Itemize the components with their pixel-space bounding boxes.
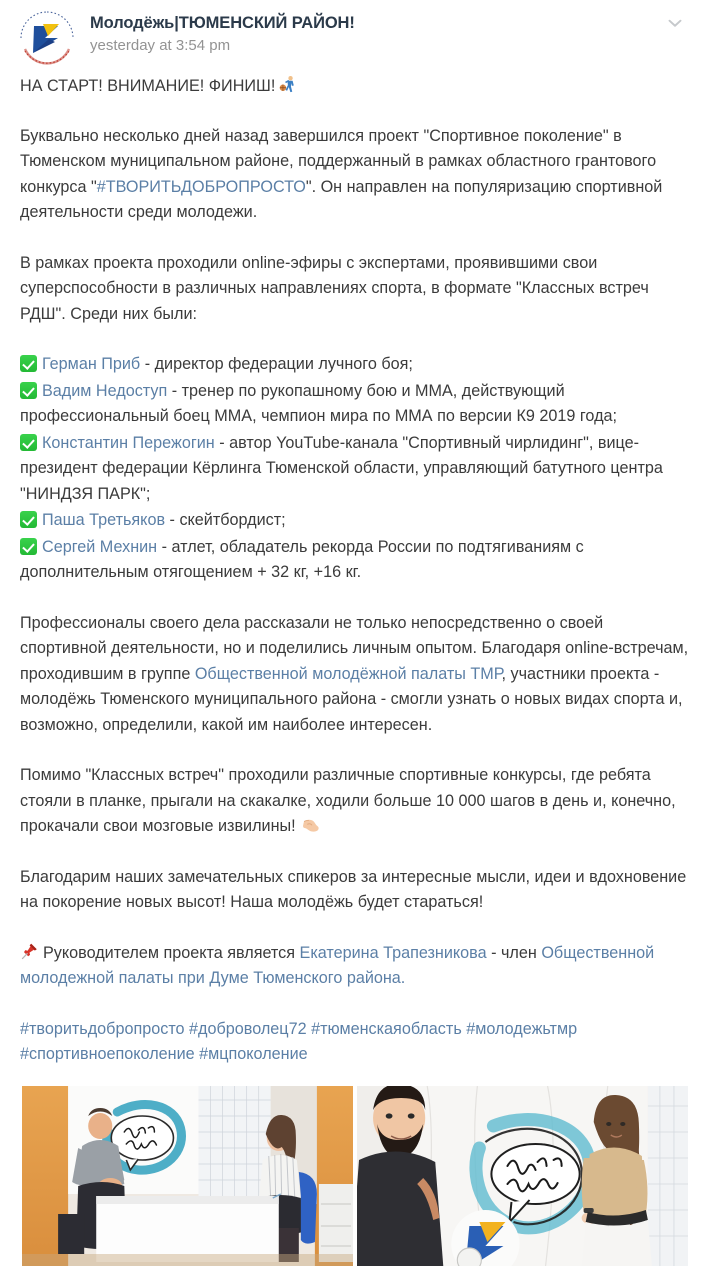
paragraph-3-text-a: Профессионалы своего дела рассказали не только непосредственно о своей спортивной деятельности, но и поделились личным опытом. Благодаря online-встречам, проходившим в группе xyxy=(20,613,689,683)
paragraph-5: Благодарим наших замечательных спикеров за интересные мысли, идеи и вдохновение на покорение новых высот! Наша молодёжь будет стараться! xyxy=(20,867,687,911)
photo-1[interactable] xyxy=(22,1086,353,1266)
speaker-description: - директор федерации лучного боя; xyxy=(140,355,413,373)
paragraph-1-text-a: Буквально несколько дней назад завершился проект "Спортивное поколение" в Тюменском муниципальном районе, поддержанный в рамках областного грантового конкурса " xyxy=(20,126,657,196)
speaker-name-link[interactable]: Сергей Мехнин xyxy=(42,537,158,556)
green-check-emoji xyxy=(20,382,37,399)
speaker-name-link[interactable]: Герман Приб xyxy=(42,355,141,373)
speakers-list xyxy=(20,352,692,586)
org-link-omp-duma[interactable]: Общественной молодежной палаты при Думе Тюменского района. xyxy=(20,943,655,987)
speaker-name-link[interactable]: Вадим Недоступ xyxy=(42,381,168,400)
avatar[interactable] xyxy=(18,9,76,67)
speaker-description: - скейтбордист; xyxy=(165,511,286,529)
paragraph-6 xyxy=(20,941,692,992)
post-header xyxy=(0,0,710,60)
paragraph-4-text: Помимо "Классных встреч" проходили различные спортивные конкурсы, где ребята стояли в планке, прыгали на скакалке, ходили больше 10 000 шагов в день и, конечно, прокачали свои мозговые извилины! xyxy=(20,766,676,835)
green-check-emoji xyxy=(20,355,37,372)
green-check-emoji xyxy=(20,434,37,451)
chevron-down-glyph xyxy=(664,12,686,34)
post-body xyxy=(0,74,710,1068)
post-headline xyxy=(20,74,692,100)
paragraph-1 xyxy=(20,124,692,226)
paragraph-6-text-b: - член xyxy=(486,943,542,962)
photo-1-image xyxy=(22,1086,353,1266)
group-link-omp-tmr[interactable]: Общественной молодёжной палаты ТМР xyxy=(194,664,502,683)
photo-2[interactable] xyxy=(357,1086,688,1266)
paragraph-6-text-a: Руководителем проекта является xyxy=(43,943,300,962)
flexed-biceps-emoji xyxy=(301,815,321,835)
list-item xyxy=(20,535,692,586)
post-photos xyxy=(0,1086,710,1266)
chevron-down-icon[interactable] xyxy=(662,10,688,36)
paragraph-1-text-b: ". Он направлен на популяризацию спортивной деятельности среди молодежи. xyxy=(20,177,663,221)
post-header-text xyxy=(90,8,690,56)
speaker-description: - автор YouTube-канала "Спортивный чирлидинг", вице-президент федерации Кёрлинга Тюменской области, управляющий батутного центра "НИНДЗЯ ПАРК"; xyxy=(20,433,663,503)
list-item xyxy=(20,431,692,508)
speaker-description: - тренер по рукопашному бою и ММА, действующий профессиональный боец ММА, чемпион мира по ММА по версии К9 2019 года; xyxy=(20,381,618,425)
speaker-name-link[interactable]: Константин Пережогин xyxy=(42,433,215,452)
photo-2-image xyxy=(357,1086,688,1266)
green-check-emoji xyxy=(20,511,37,528)
list-item xyxy=(20,508,692,534)
headline-text: НА СТАРТ! ВНИМАНИЕ! ФИНИШ! xyxy=(20,77,276,95)
person-link-ekaterina-trapeznikova[interactable]: Екатерина Трапезникова xyxy=(299,943,487,962)
youth-center-logo-icon xyxy=(18,9,76,67)
post-timestamp[interactable]: yesterday at 3:54 pm xyxy=(90,37,231,54)
hashtag-link-tvoritdobroprosto[interactable]: #ТВОРИТЬДОБРОПРОСТО xyxy=(96,177,306,196)
paragraph-4 xyxy=(20,763,692,840)
author-name[interactable]: Молодёжь|ТЮМЕНСКИЙ РАЙОН! xyxy=(90,14,355,32)
speaker-description: - атлет, обладатель рекорда России по подтягиваниям с дополнительным отягощением + 32 кг, +16 кг. xyxy=(20,537,584,581)
list-item xyxy=(20,379,692,430)
paragraph-3-text-b: , участники проекта - молодёжь Тюменского муниципального района - смогли узнать о новых видах спорта и, возможно, определили, какой им наиболее интересен. xyxy=(20,664,683,734)
list-item xyxy=(20,352,692,378)
hashtags[interactable]: #творитьдобропросто #доброволец72 #тюменскаяобласть #молодежьтмр #спортивноепоколение #мцпоколение xyxy=(20,1019,578,1063)
paragraph-3 xyxy=(20,611,692,739)
green-check-emoji xyxy=(20,538,37,555)
paragraph-2: В рамках проекта проходили online-эфиры с экспертами, проявившими свои суперспособности в различных направлениях спорта, в формате "Классных встреч РДШ". Среди них были: xyxy=(20,253,649,323)
pushpin-emoji xyxy=(20,942,39,961)
speaker-name-link[interactable]: Паша Третьяков xyxy=(42,511,166,529)
basketball-player-emoji xyxy=(278,75,297,94)
